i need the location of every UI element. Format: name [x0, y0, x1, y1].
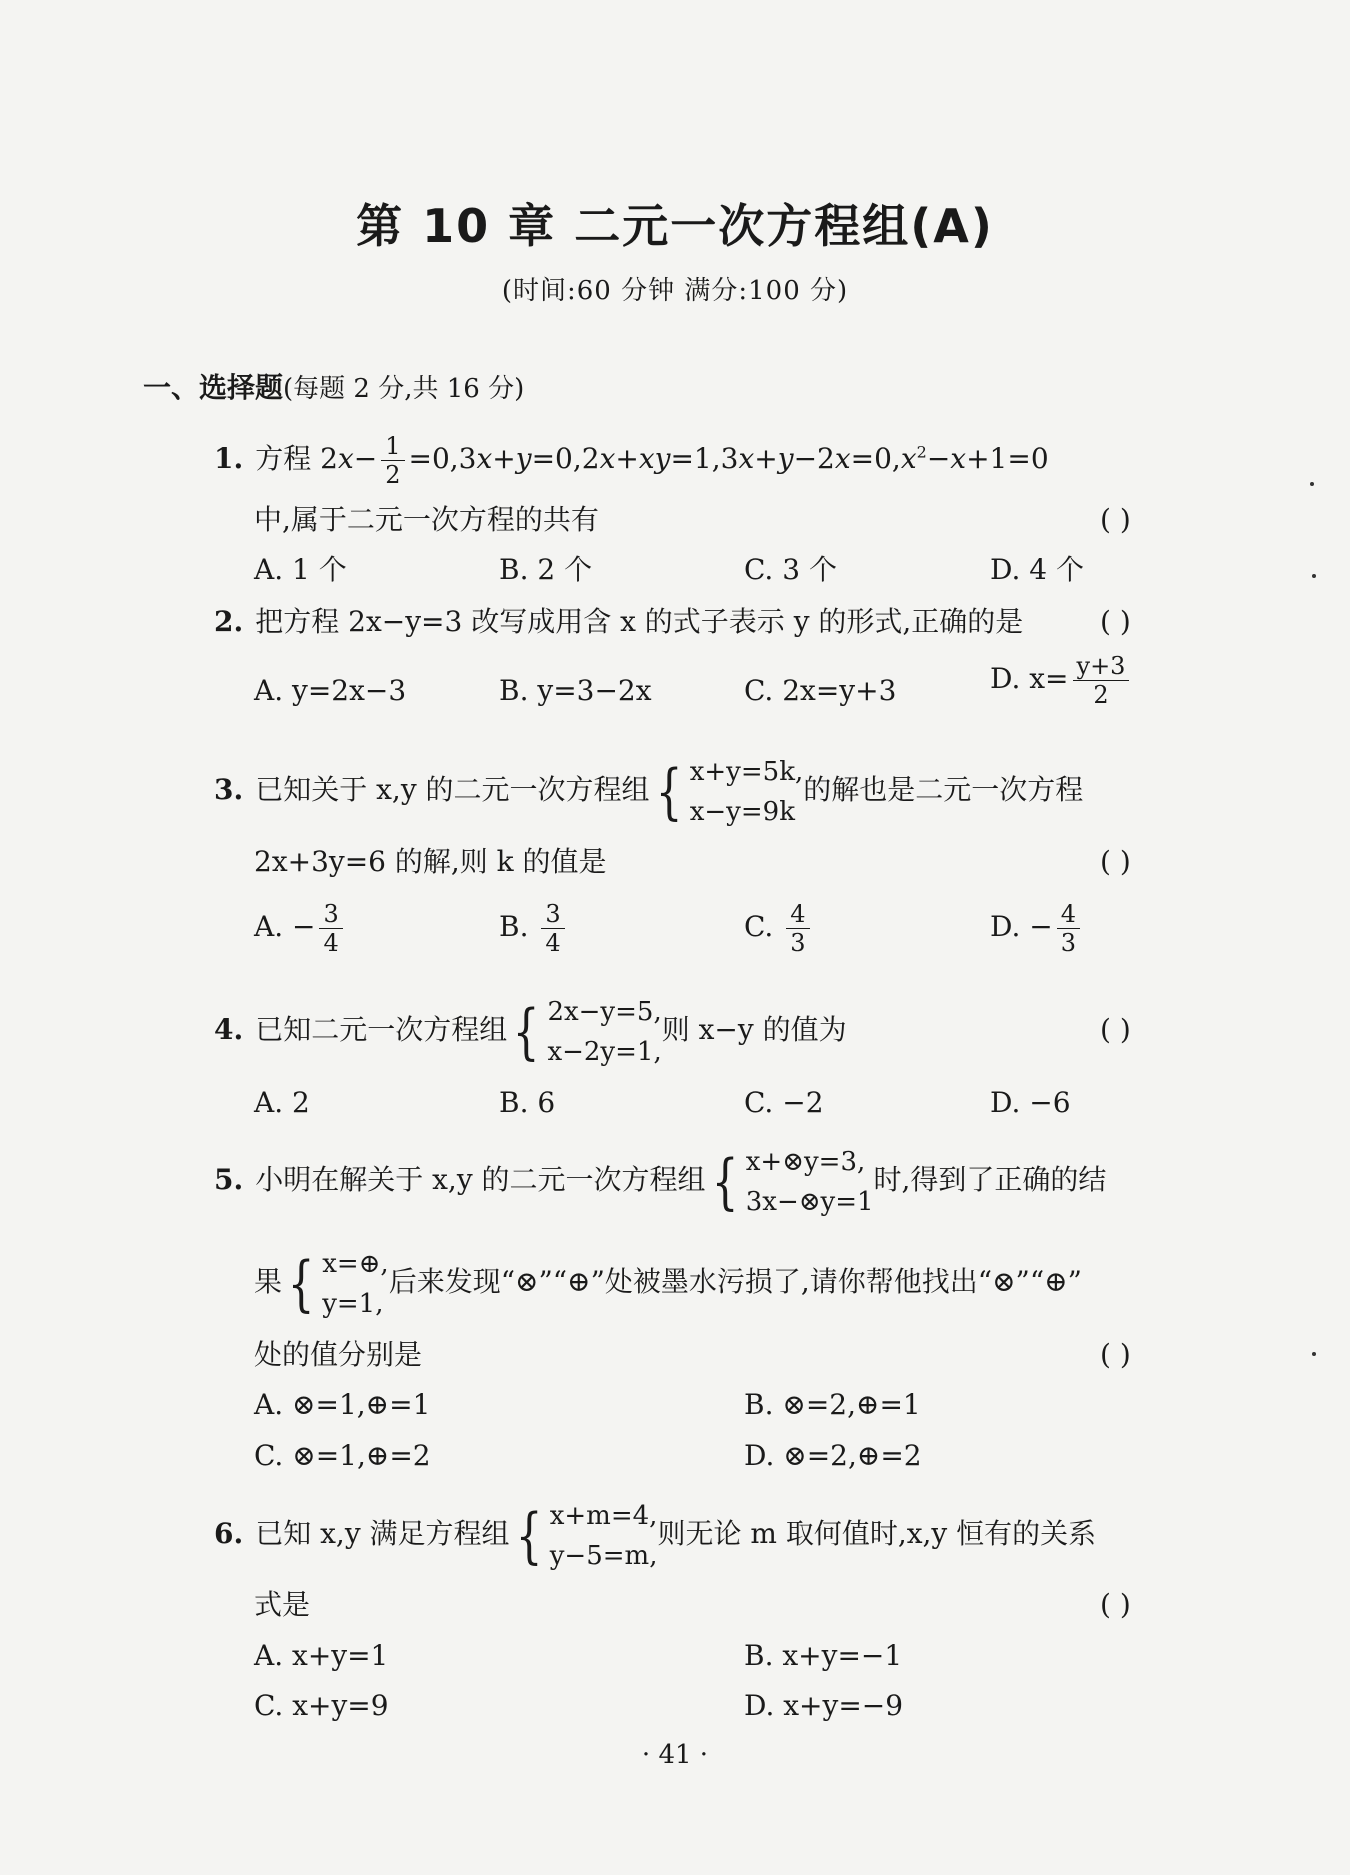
question-number: 4.: [214, 1013, 244, 1046]
brace: {: [515, 1500, 543, 1571]
question-1-line-2: 中,属于二元一次方程的共有: [254, 503, 599, 536]
option-b: B. 6: [499, 1086, 556, 1119]
frac-num: 4: [786, 900, 809, 929]
answer-blank: ( ): [1100, 503, 1131, 536]
page-subtitle: (时间:60 分钟 满分:100 分): [501, 276, 849, 306]
q1-text: +1=0: [966, 442, 1049, 475]
question-4-line-1: [214, 980, 847, 1080]
scan-speck: [1310, 482, 1314, 486]
q1-text: =0,2: [531, 442, 600, 475]
option-d: D. −6: [990, 1086, 1071, 1119]
option-c: C. 2x=y+3: [744, 674, 897, 707]
brace: {: [655, 756, 683, 827]
option-c: C. ⊗=1,⊕=2: [254, 1439, 431, 1472]
answer-blank: ( ): [1100, 605, 1131, 638]
question-number: 1.: [214, 442, 244, 475]
question-5-line-2: [254, 1232, 1082, 1332]
option-c: C. x+y=9: [254, 1689, 389, 1722]
question-3-line-2: 2x+3y=6 的解,则 k 的值是: [254, 845, 607, 878]
question-text: 时,得到了正确的结: [873, 1163, 1107, 1196]
option-a: A. ⊗=1,⊕=1: [254, 1388, 431, 1421]
answer-blank: ( ): [1100, 1338, 1131, 1371]
question-text: 小明在解关于 x,y 的二元一次方程组: [255, 1163, 706, 1196]
question-6-line-2: 式是: [254, 1588, 311, 1621]
option-c: [744, 900, 814, 957]
option-b: [499, 900, 569, 957]
option-b: B. ⊗=2,⊕=1: [744, 1388, 921, 1421]
option-b: B. x+y=−1: [744, 1639, 903, 1672]
scan-speck: [1312, 574, 1316, 578]
option-label: C.: [744, 910, 783, 943]
equation-system: [507, 992, 661, 1072]
fraction: [1073, 652, 1130, 709]
q1-text: −2: [793, 442, 835, 475]
system-eq-2: x−y=9k: [689, 796, 795, 827]
option-d: D. ⊗=2,⊕=2: [744, 1439, 922, 1472]
question-5-line-1: [214, 1130, 1106, 1230]
fraction: [381, 432, 404, 489]
system-eq-2: y−5=m,: [549, 1540, 658, 1571]
frac-num: 1: [381, 432, 404, 461]
frac-num: 4: [1057, 900, 1080, 929]
q1-text: =1,3: [670, 442, 739, 475]
option-b: B. y=3−2x: [499, 674, 652, 707]
option-a: A. y=2x−3: [254, 674, 407, 707]
option-c: C. 3 个: [744, 553, 837, 586]
frac-den: 4: [323, 929, 339, 957]
page-title: 第 10 章 二元一次方程组(A): [356, 199, 994, 253]
section-note: (每题 2 分,共 16 分): [283, 374, 525, 404]
system-eq-1: x+m=4,: [549, 1500, 658, 1531]
q1-text: =0,3: [408, 442, 477, 475]
brace: {: [711, 1146, 739, 1217]
option-d: [990, 652, 1133, 709]
option-d: [990, 900, 1084, 957]
option-c: C. −2: [744, 1086, 824, 1119]
brace: {: [287, 1248, 315, 1319]
fraction: [786, 900, 809, 957]
fraction: [1057, 900, 1080, 957]
frac-den: 2: [385, 461, 401, 489]
question-text: 已知关于 x,y 的二元一次方程组: [255, 773, 650, 806]
q1-text: =0,: [850, 442, 901, 475]
answer-blank: ( ): [1100, 1588, 1131, 1621]
option-label: A. −: [254, 910, 316, 943]
page-number: · 41 ·: [641, 1740, 709, 1770]
frac-num: 3: [319, 900, 342, 929]
q1-text: −: [926, 442, 951, 475]
fraction: [541, 900, 564, 957]
question-text: 果: [254, 1265, 283, 1298]
frac-den: 2: [1093, 681, 1109, 709]
question-text: 已知 x,y 满足方程组: [255, 1517, 510, 1550]
question-1-line-1: 1. 方程 2x− $\frac{1}{2}$ $=0,3x+y=0,2x+xy=1,3x+y-2x=0,x^2-x+1=0$: [214, 432, 1049, 489]
frac-den: 3: [1060, 929, 1076, 957]
frac-num: y+3: [1073, 652, 1130, 681]
fraction: [319, 900, 342, 957]
equation-system: [282, 1244, 389, 1324]
equation-system: [706, 1142, 874, 1222]
answer-blank: ( ): [1100, 1013, 1131, 1046]
system-eq-2: y=1,: [322, 1288, 384, 1319]
question-text: 已知二元一次方程组: [255, 1013, 508, 1046]
frac-den: 3: [790, 929, 806, 957]
question-6-line-1: [214, 1484, 1096, 1584]
option-d: D. x+y=−9: [744, 1689, 904, 1722]
question-2-line-1: [214, 602, 1023, 642]
question-number: 2.: [214, 605, 244, 638]
frac-num: 3: [541, 900, 564, 929]
system-eq-1: x=⊕,: [322, 1248, 389, 1279]
brace: {: [512, 996, 540, 1067]
system-eq-1: x+y=5k,: [689, 756, 804, 787]
q1-text: 方程 2: [255, 442, 338, 475]
question-number: 5.: [214, 1163, 244, 1196]
question-3-line-1: [214, 740, 1083, 840]
option-b: B. 2 个: [499, 553, 593, 586]
equation-system: [650, 752, 804, 832]
option-d-label: D. x=: [990, 662, 1069, 695]
question-text: 的解也是二元一次方程: [803, 773, 1084, 806]
system-eq-1: x+⊗y=3,: [745, 1146, 866, 1177]
option-d: D. 4 个: [990, 553, 1084, 586]
option-a: [254, 900, 347, 957]
option-label: D. −: [990, 910, 1053, 943]
system-eq-2: x−2y=1,: [547, 1036, 662, 1067]
q1-text: +: [492, 442, 516, 475]
system-eq-2: 3x−⊗y=1: [745, 1186, 874, 1217]
section-label: 一、选择题: [143, 371, 284, 404]
answer-blank: ( ): [1100, 845, 1131, 878]
question-text: 则无论 m 取何值时,x,y 恒有的关系: [657, 1517, 1097, 1550]
frac-den: 4: [545, 929, 561, 957]
option-a: A. x+y=1: [254, 1639, 389, 1672]
question-5-line-3: 处的值分别是: [254, 1338, 423, 1371]
question-number: 6.: [214, 1517, 244, 1550]
question-text: 后来发现“⊗”“⊕”处被墨水污损了,请你帮他找出“⊗”“⊕”: [388, 1265, 1082, 1298]
question-text: 则 x−y 的值为: [661, 1013, 847, 1046]
option-a: A. 2: [254, 1086, 310, 1119]
equation-system: [510, 1496, 658, 1576]
option-label: B.: [499, 910, 538, 943]
question-number: 3.: [214, 773, 244, 806]
question-text: 把方程 2x−y=3 改写成用含 x 的式子表示 y 的形式,正确的是: [255, 605, 1024, 638]
q1-text: +: [615, 442, 639, 475]
section-heading: [143, 366, 524, 406]
q1-text: +: [754, 442, 778, 475]
system-eq-1: 2x−y=5,: [547, 996, 662, 1027]
option-a: A. 1 个: [254, 553, 347, 586]
scan-speck: [1312, 1352, 1316, 1356]
